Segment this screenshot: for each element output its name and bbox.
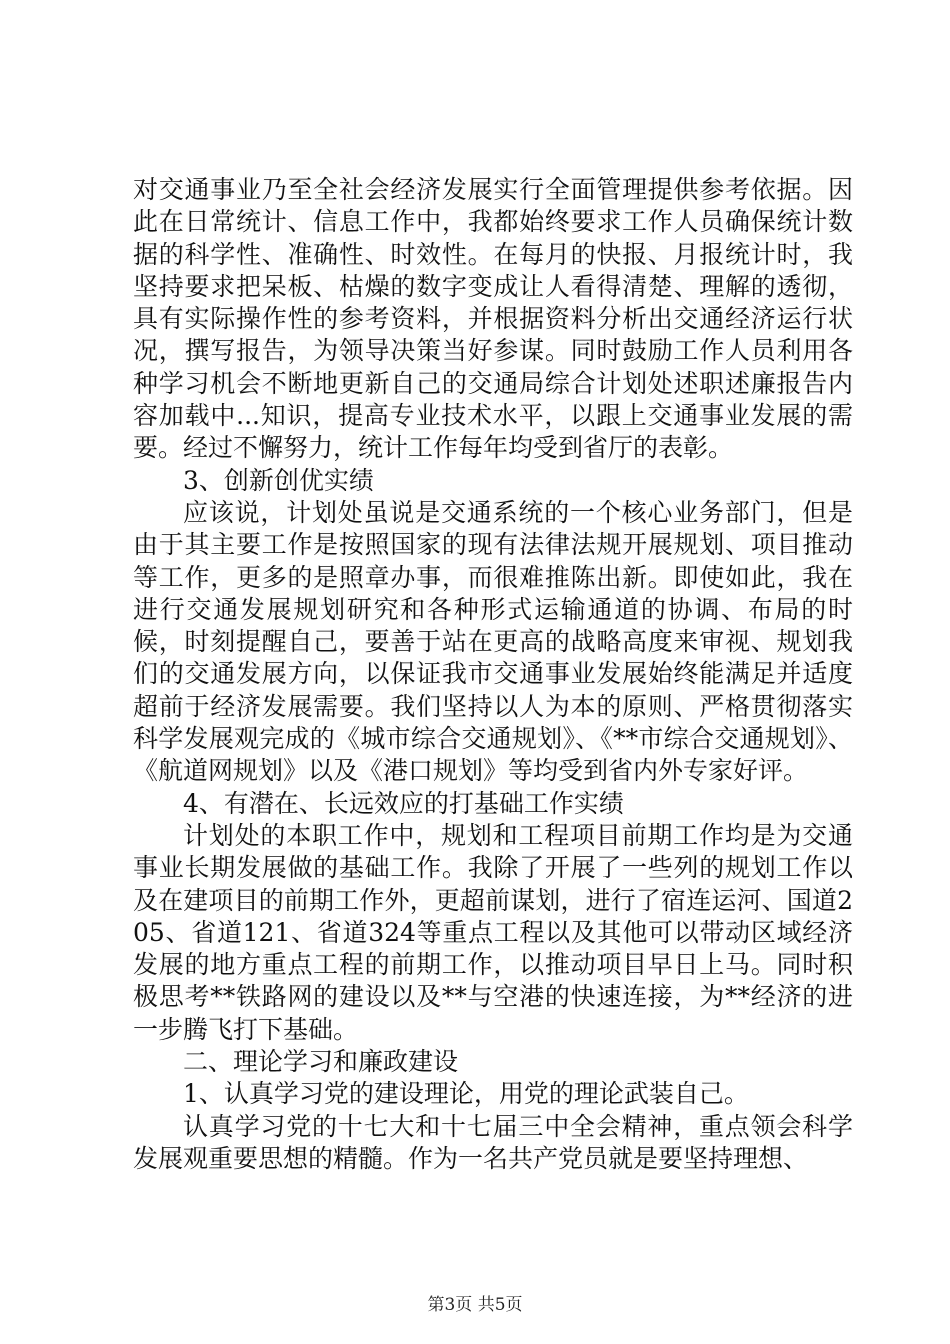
section-heading: 1、认真学习党的建设理论，用党的理论武装自己。 [183, 1079, 749, 1109]
paragraph: 认真学习党的十七大和十七届三中全会精神，重点领会科学发展观重要思想的精髓。作为一名共产党员就是要坚持理想、 [133, 1111, 853, 1173]
page-number-footer: 第3页 共5页 [427, 1295, 523, 1315]
section-heading: 3、创新创优实绩 [183, 465, 374, 495]
document-body [133, 174, 853, 1175]
section-heading: 4、有潜在、长远效应的打基础工作实绩 [183, 788, 624, 818]
paragraph: 计划处的本职工作中，规划和工程项目前期工作均是为交通事业长期发展做的基础工作。我除了开展了一些列的规划工作以及在建项目的前期工作外，更超前谋划，进行了宿连运河、国道205、省道121、省道324等重点工程以及其他可以带动区域经济发展的地方重点工程的前期工作，以推动项目早日上马。同时积极思考**铁路网的建设以及**与空港的快速连接，为**经济的进一步腾飞打下基础。 [133, 820, 853, 1044]
paragraph: 对交通事业乃至全社会经济发展实行全面管理提供参考依据。因此在日常统计、信息工作中，我都始终要求工作人员确保统计数据的科学性、准确性、时效性。在每月的快报、月报统计时，我坚持要求把呆板、枯燥的数字变成让人看得清楚、理解的透彻，具有实际操作性的参考资料，并根据资料分析出交通经济运行状况，撰写报告，为领导决策当好参谋。同时鼓励工作人员利用各种学习机会不断地更新自己的交通局综合计划处述职述廉报告内容加载中...知识，提高专业技术水平，以跟上交通事业发展的需要。经过不懈努力，统计工作每年均受到省厅的表彰。 [133, 175, 853, 463]
paragraph: 应该说，计划处虽说是交通系统的一个核心业务部门，但是由于其主要工作是按照国家的现有法律法规开展规划、项目推动等工作，更多的是照章办事，而很难推陈出新。即使如此，我在进行交通发展规划研究和各种形式运输通道的协调、布局的时候，时刻提醒自己，要善于站在更高的战略高度来审视、规划我们的交通发展方向，以保证我市交通事业发展始终能满足并适度超前于经济发展需要。我们坚持以人为本的原则、严格贯彻落实科学发展观完成的《城市综合交通规划》、《**市综合交通规划》、《航道网规划》以及《港口规划》等均受到省内外专家好评。 [133, 497, 853, 786]
section-heading: 二、理论学习和廉政建设 [183, 1047, 459, 1077]
